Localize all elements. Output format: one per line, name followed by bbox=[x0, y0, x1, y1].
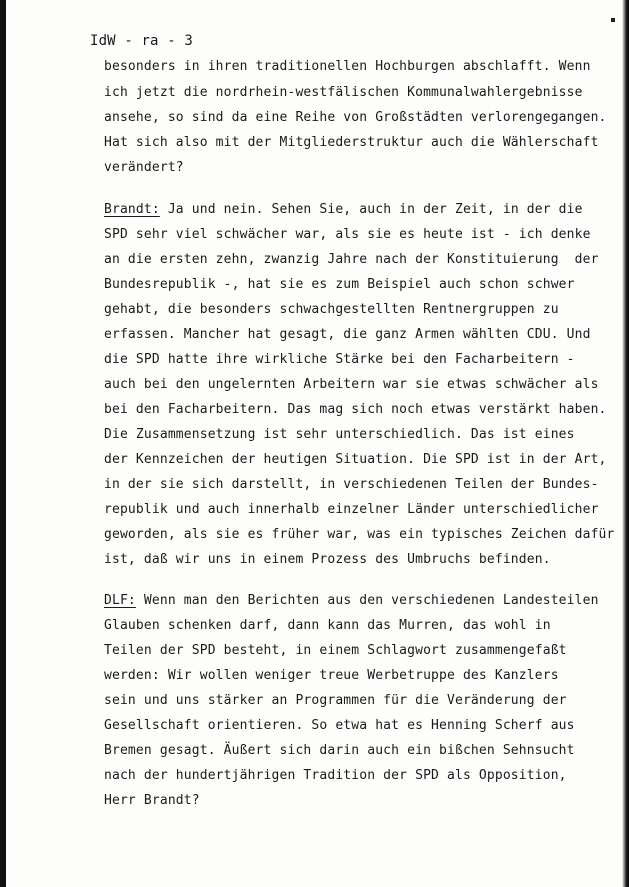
text-line: werden: Wir wollen weniger treue Werbetruppe des Kanzlers bbox=[104, 668, 559, 683]
text-line: ist, daß wir uns in einem Prozess des Umbruchs befinden. bbox=[104, 552, 551, 567]
text-line: Bundesrepublik -, hat sie es zum Beispiel auch schon schwer bbox=[104, 277, 575, 292]
text-line: Gesellschaft orientieren. So etwa hat es Henning Scherf aus bbox=[104, 718, 575, 733]
scan-right-edge bbox=[622, 0, 629, 887]
text-line: sein und uns stärker an Programmen für die Veränderung der bbox=[104, 693, 567, 708]
scan-mark bbox=[611, 18, 615, 22]
text-line: Teilen der SPD besteht, in einem Schlagwort zusammengefaßt bbox=[104, 643, 567, 658]
speaker-label: DLF: bbox=[104, 593, 136, 608]
speaker-line bbox=[104, 592, 599, 610]
text-line: nach der hundertjährigen Tradition der SPD als Opposition, bbox=[104, 768, 567, 783]
page-header: IdW - ra - 3 bbox=[90, 33, 193, 49]
text-line: erfassen. Mancher hat gesagt, die ganz Armen wählten CDU. Und bbox=[104, 327, 591, 342]
text-line: Glauben schenken darf, dann kann das Murren, das wohl in bbox=[104, 618, 551, 633]
text-line: auch bei den ungelernten Arbeitern war sie etwas schwächer als bbox=[104, 377, 599, 392]
text-line: Bremen gesagt. Äußert sich darin auch ein bißchen Sehnsucht bbox=[104, 743, 575, 758]
text-span: Wenn man den Berichten aus den verschiedenen Landesteilen bbox=[135, 593, 599, 608]
scan-left-edge bbox=[0, 0, 6, 887]
text-line: geworden, als sie es früher war, was ein typisches Zeichen dafür bbox=[104, 527, 615, 542]
text-line: der Kennzeichen der heutigen Situation. Die SPD ist in der Art, bbox=[104, 452, 607, 467]
text-line: gehabt, die besonders schwachgestellten Rentnergruppen zu bbox=[104, 302, 559, 317]
text-line: ich jetzt die nordrhein-westfälischen Kommunalwahlergebnisse bbox=[104, 85, 583, 100]
text-line: Herr Brandt? bbox=[104, 793, 200, 808]
text-line: an die ersten zehn, zwanzig Jahre nach der Konstituierung der bbox=[104, 252, 599, 267]
speaker-line bbox=[104, 201, 583, 219]
text-line: verändert? bbox=[104, 160, 184, 175]
text-line: Hat sich also mit der Mitgliederstruktur auch die Wählerschaft bbox=[104, 135, 599, 150]
text-line: ansehe, so sind da eine Reihe von Großstädten verlorengegangen. bbox=[104, 110, 607, 125]
speaker-label: Brandt: bbox=[104, 202, 160, 217]
text-span: Ja und nein. Sehen Sie, auch in der Zeit, in der die bbox=[159, 202, 583, 217]
text-line: SPD sehr viel schwächer war, als sie es heute ist - ich denke bbox=[104, 227, 591, 242]
text-line: in der sie sich darstellt, in verschiedenen Teilen der Bundes- bbox=[104, 477, 599, 492]
text-line: republik und auch innerhalb einzelner Länder unterschiedlicher bbox=[104, 502, 599, 517]
text-line: Die Zusammensetzung ist sehr unterschiedlich. Das ist eines bbox=[104, 427, 575, 442]
text-line: besonders in ihren traditionellen Hochburgen abschlafft. Wenn bbox=[104, 59, 591, 74]
text-line: bei den Facharbeitern. Das mag sich noch etwas verstärkt haben. bbox=[104, 402, 607, 417]
text-line: die SPD hatte ihre wirkliche Stärke bei den Facharbeitern - bbox=[104, 352, 575, 367]
